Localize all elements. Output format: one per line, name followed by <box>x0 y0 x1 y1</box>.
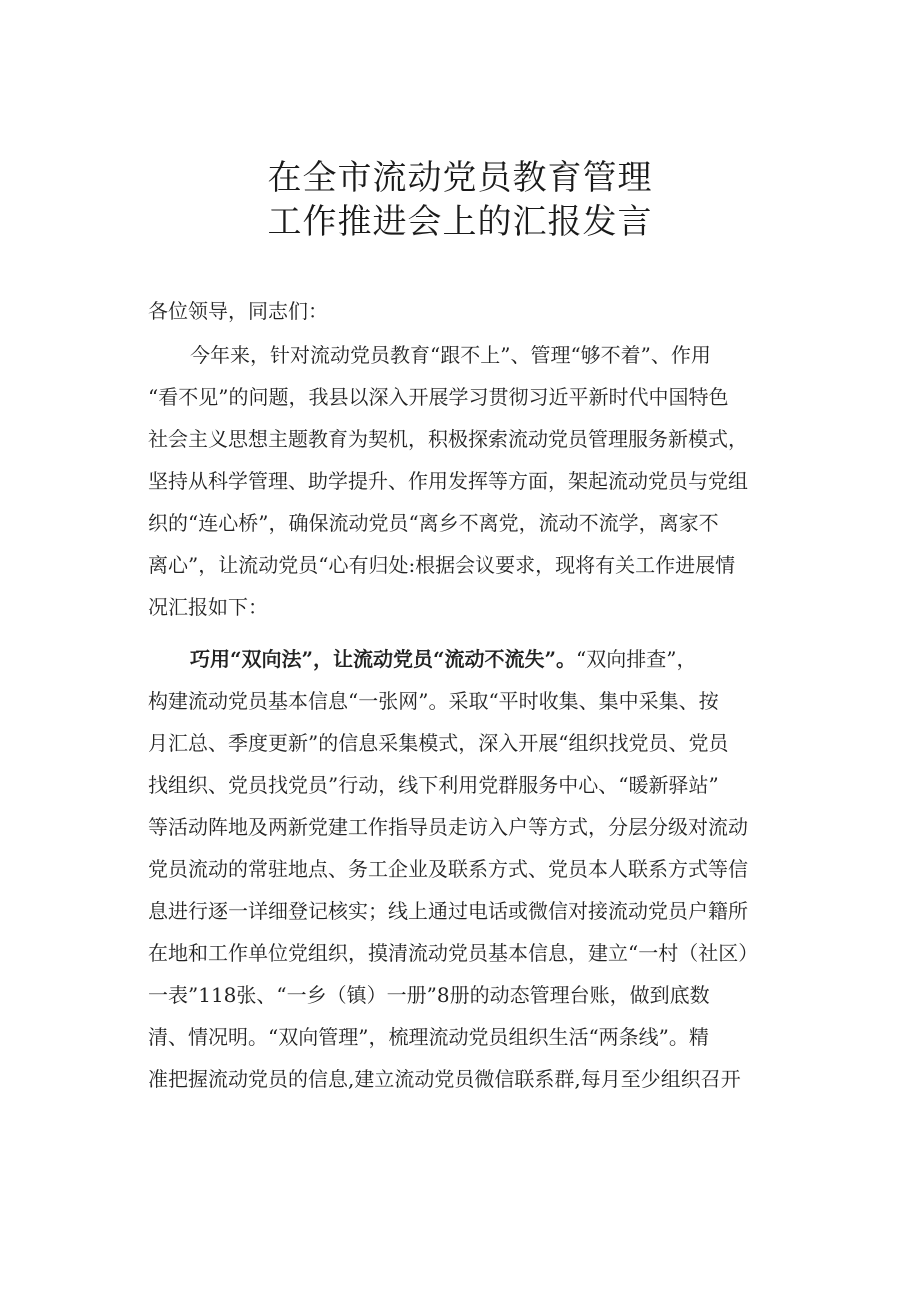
para1-line: 社会主义思想主题教育为契机，积极探索流动党员管理服务新模式， <box>148 427 748 451</box>
para2-line: 党员流动的常驻地点、务工企业及联系方式、党员本人联系方式等信 <box>148 857 748 881</box>
greeting: 各位领导，同志们： <box>148 299 328 323</box>
para2-line: 找组织、党员找党员”行动，线下利用党群服务中心、“暖新驿站” <box>148 773 719 797</box>
para2-line: 在地和工作单位党组织，摸清流动党员基本信息，建立“一村（社区） <box>148 941 759 965</box>
para1-line: “看不见”的问题，我县以深入开展学习贯彻习近平新时代中国特色 <box>148 385 729 409</box>
para2-line: 准把握流动党员的信息,建立流动党员微信联系群,每月至少组织召开 <box>148 1067 741 1091</box>
para2-line: 清、情况明。“双向管理”，梳理流动党员组织生活“两条线”。精 <box>148 1025 709 1049</box>
para1-line: 今年来，针对流动党员教育“跟不上”、管理“够不着”、作用 <box>190 343 711 367</box>
para2-line: 息进行逐一详细登记核实；线上通过电话或微信对接流动党员户籍所 <box>148 899 748 923</box>
para1-line: 离心”，让流动党员“心有归处:根据会议要求，现将有关工作进展情 <box>148 553 736 577</box>
para1-line: 况汇报如下： <box>148 595 268 619</box>
para2-first-line <box>190 636 696 682</box>
para2-line: 一表”118张、“一乡（镇）一册”8册的动态管理台账，做到底数 <box>148 983 710 1007</box>
section-heading: 巧用“双向法”，让流动党员“流动不流失”。 <box>190 647 577 671</box>
document-title-line-2: 工作推进会上的汇报发言 <box>267 202 653 242</box>
para2-line: 等活动阵地及两新党建工作指导员走访入户等方式，分层分级对流动 <box>148 815 748 839</box>
para2-line: 月汇总、季度更新”的信息采集模式，深入开展“组织找党员、党员 <box>148 731 729 755</box>
para1-line: 坚持从科学管理、助学提升、作用发挥等方面，架起流动党员与党组 <box>148 469 748 493</box>
para2-line: 构建流动党员基本信息“一张网”。采取“平时收集、集中采集、按 <box>148 689 719 713</box>
para2-first-line-rest: “双向排查”， <box>576 647 697 671</box>
para1-line: 织的“连心桥”，确保流动党员“离乡不离党，流动不流学，离家不 <box>148 511 719 535</box>
document-title-line-1: 在全市流动党员教育管理 <box>267 158 653 198</box>
